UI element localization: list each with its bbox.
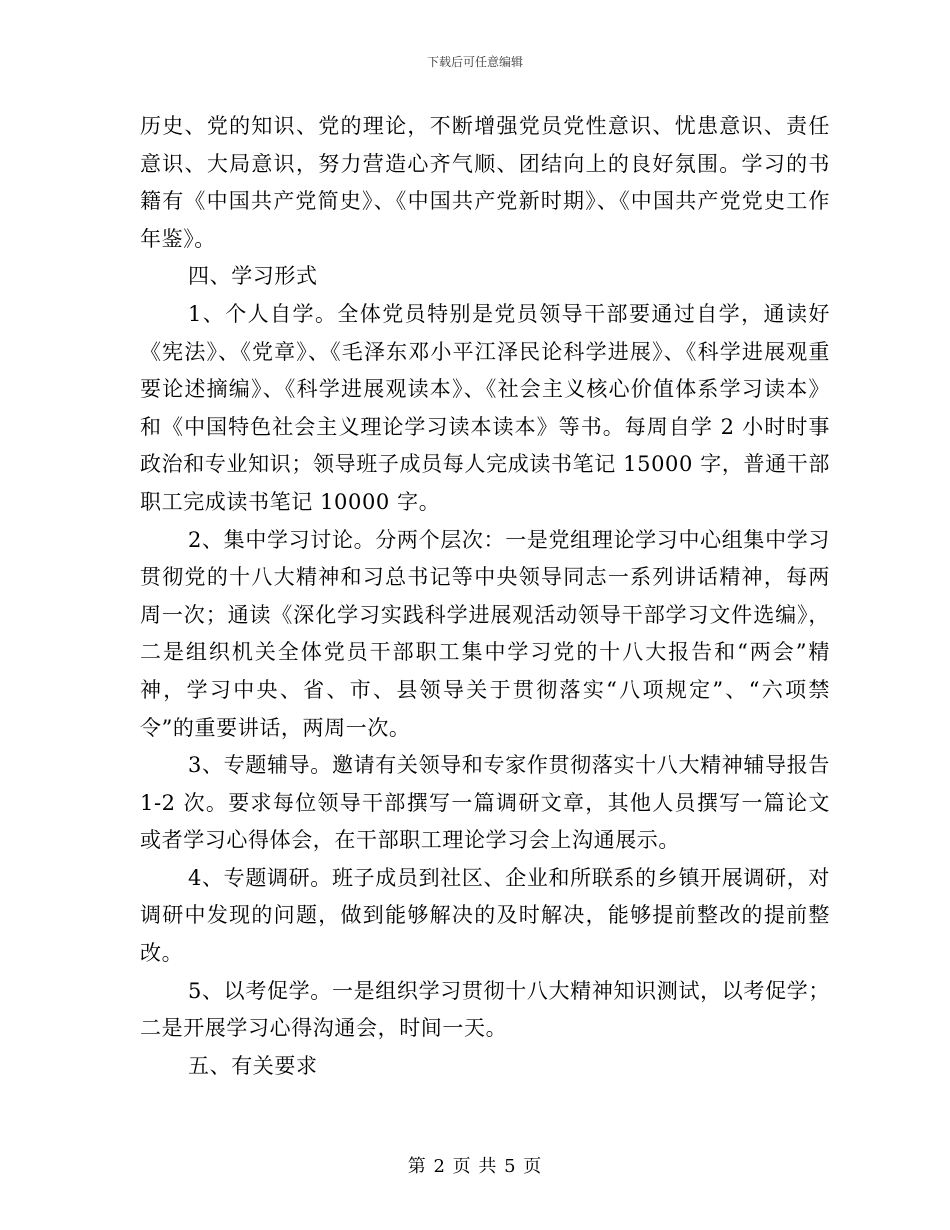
paragraph-group-discussion: 2、集中学习讨论。分两个层次：一是党组理论学习中心组集中学习贯彻党的十八大精神和习总书记等中央领导同志一系列讲话精神，每两周一次；通读《深化学习实践科学进展观活动领导干部学习文件选编》，二是组织机关全体党员干部职工集中学习党的十八大报告和“两会”精神，学习中央、省、市、县领导关于贯彻落实“八项规定”、“六项禁令”的重要讲话，两周一次。: [140, 527, 830, 740]
paragraph-special-tutoring: 3、专题辅导。邀请有关领导和专家作贯彻落实十八大精神辅导报告 1-2 次。要求每位领导干部撰写一篇调研文章，其他人员撰写一篇论文或者学习心得体会，在干部职工理论学习会上沟通展示。: [140, 753, 830, 853]
page-number-footer: 第 2 页 共 5 页: [407, 1156, 543, 1177]
page-header-note: 下载后可任意编辑: [426, 55, 523, 69]
heading-requirements: 五、有关要求: [188, 1053, 318, 1078]
paragraph-special-research: 4、专题调研。班子成员到社区、企业和所联系的乡镇开展调研，对调研中发现的问题，做到能够解决的及时解决，能够提前整改的提前整改。: [140, 865, 830, 966]
heading-study-forms: 四、学习形式: [188, 264, 318, 289]
paragraph-history-continuation: 历史、党的知识、党的理论，不断增强党员党性意识、忧患意识、责任意识、大局意识，努力营造心齐气顺、团结向上的良好氛围。学习的书籍有《中国共产党简史》、《中国共产党新时期》、《中国共产党党史工作年鉴》。: [140, 114, 830, 251]
paragraph-self-study: 1、个人自学。全体党员特别是党员领导干部要通过自学，通读好《宪法》、《党章》、《毛泽东邓小平江泽民论科学进展》、《科学进展观重要论述摘编》、《科学进展观读本》、《社会主义核心价值体系学习读本》和《中国特色社会主义理论学习读本读本》等书。每周自学 2 小时时事政治和专业知识；领导班子成员每人完成读书笔记 15000 字，普通干部职工完成读书笔记 10000 字。: [140, 301, 830, 514]
document-body: [140, 108, 830, 1085]
paragraph-exam-promote-study: 5、以考促学。一是组织学习贯彻十八大精神知识测试，以考促学；二是开展学习心得沟通会，时间一天。: [140, 978, 830, 1041]
